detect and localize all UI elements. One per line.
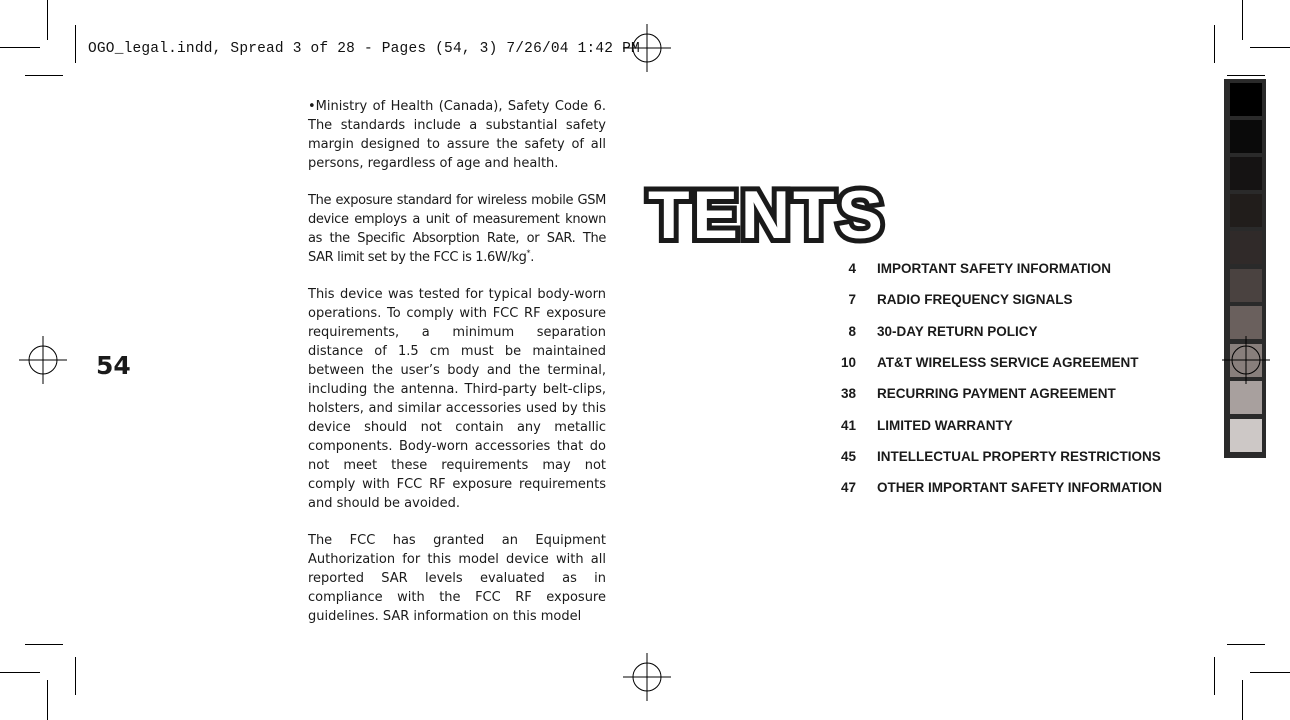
crop-mark (1227, 75, 1265, 76)
gray-swatch (1230, 306, 1262, 339)
exposure-text: The exposure standard for wireless mobile GSM device employs a unit of measurement known as the Specific Absorption Rate, or SAR. The SAR limit set by the FCC is 1.6W/kg (308, 193, 606, 265)
paragraph-exposure-standard (308, 191, 606, 267)
registration-target-icon (623, 653, 671, 701)
toc-page-number: 10 (840, 355, 856, 371)
toc-title: INTELLECTUAL PROPERTY RESTRICTIONS (877, 448, 1161, 464)
crop-mark (0, 47, 40, 48)
toc-entry[interactable] (830, 284, 1162, 315)
crop-mark (1242, 0, 1243, 40)
registration-target-icon (19, 336, 67, 384)
toc-page-number: 47 (840, 480, 856, 496)
crop-mark (1227, 644, 1265, 645)
toc-page-number: 41 (840, 417, 856, 433)
registration-target-icon (1222, 336, 1270, 384)
toc-entry[interactable] (830, 347, 1162, 378)
body-text-column (308, 97, 606, 644)
crop-mark (1214, 657, 1215, 695)
grayscale-color-bar (1224, 79, 1266, 458)
toc-entry[interactable] (830, 409, 1162, 440)
paragraph-ministry: •Ministry of Health (Canada), Safety Code 6. The standards include a substantial safety margin designed to assure the safety of all persons, regardless of age and health. (308, 99, 606, 171)
exposure-end: . (530, 250, 534, 265)
gray-swatch (1230, 83, 1262, 116)
toc-page-number: 4 (848, 261, 856, 277)
toc-page-number: 45 (840, 448, 856, 464)
toc-page-number: 38 (840, 386, 856, 402)
table-of-contents (830, 253, 1162, 503)
gray-swatch (1230, 157, 1262, 190)
crop-mark (25, 75, 63, 76)
crop-mark (1250, 672, 1290, 673)
gray-swatch (1230, 120, 1262, 153)
toc-entry[interactable] (830, 441, 1162, 472)
crop-mark (25, 644, 63, 645)
gray-swatch (1230, 269, 1262, 302)
toc-title: IMPORTANT SAFETY INFORMATION (877, 261, 1111, 277)
toc-title: AT&T WIRELESS SERVICE AGREEMENT (877, 355, 1139, 371)
toc-entry[interactable] (830, 316, 1162, 347)
gray-swatch (1230, 419, 1262, 452)
toc-title: RECURRING PAYMENT AGREEMENT (877, 386, 1116, 402)
crop-mark (47, 680, 48, 720)
page-number: 54 (96, 351, 131, 380)
toc-title: RADIO FREQUENCY SIGNALS (877, 292, 1073, 308)
toc-title: 30-DAY RETURN POLICY (877, 323, 1038, 339)
toc-title: OTHER IMPORTANT SAFETY INFORMATION (877, 480, 1162, 496)
print-slug: OGO_legal.indd, Spread 3 of 28 - Pages (54, 3) 7/26/04 1:42 PM (88, 41, 640, 57)
crop-mark (75, 657, 76, 695)
section-heading: TENTS (648, 177, 886, 253)
paragraph-equipment-authorization: The FCC has granted an Equipment Authorization for this model device with all reported SAR levels evaluated as in compliance with the FCC RF exposure guidelines. SAR information on this model (308, 533, 606, 624)
toc-entry[interactable] (830, 378, 1162, 409)
crop-mark (1242, 680, 1243, 720)
toc-title: LIMITED WARRANTY (877, 417, 1013, 433)
crop-mark (1214, 25, 1215, 63)
crop-mark (1250, 47, 1290, 48)
toc-page-number: 7 (848, 292, 856, 308)
gray-swatch (1230, 381, 1262, 414)
gray-swatch (1230, 194, 1262, 227)
toc-entry[interactable] (830, 472, 1162, 503)
crop-mark (75, 25, 76, 63)
toc-page-number: 8 (848, 323, 856, 339)
gray-swatch (1230, 231, 1262, 264)
crop-mark (47, 0, 48, 40)
paragraph-body-worn: This device was tested for typical body-worn operations. To comply with FCC RF exposure requirements, a minimum separation distance of 1.5 cm must be maintained between the user’s body and the terminal, including the antenna. Third-party belt-clips, holsters, and similar accessories used by this device should not contain any metallic components. Body-worn accessories that do not meet these requirements may not comply with FCC RF exposure requirements and should be avoided. (308, 287, 606, 511)
toc-entry[interactable] (830, 253, 1162, 284)
crop-mark (0, 672, 40, 673)
footnote-mark: * (526, 248, 531, 258)
